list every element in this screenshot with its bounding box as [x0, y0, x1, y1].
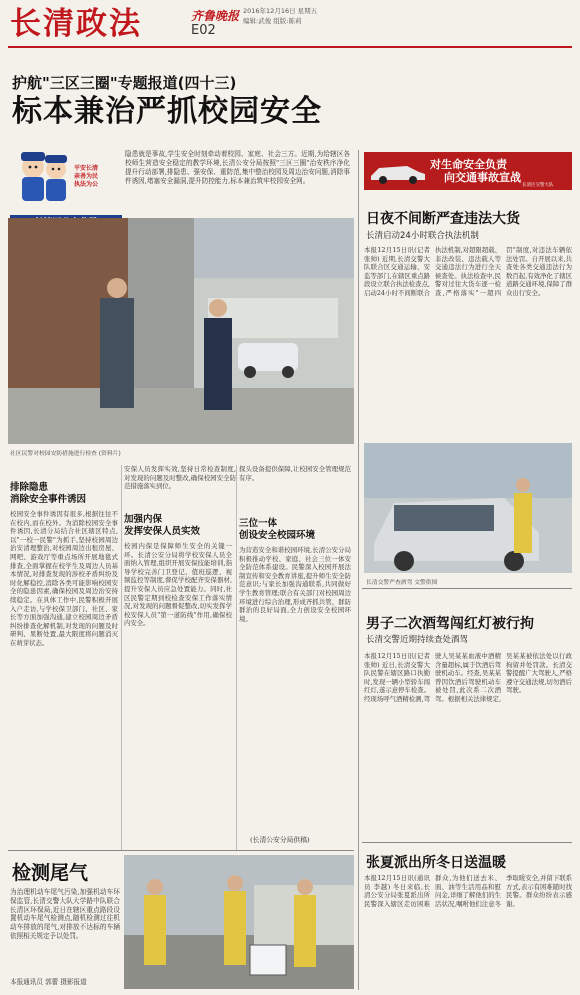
feature-kicker: 护航"三区三圈"专题报道(四十三) — [12, 74, 237, 92]
school-security-photo — [8, 218, 354, 444]
right-article-2-text: 本报12月15日讯(记者 张帅) 近日,长清交警大队民警在辖区路口执勤时,发现一辆小型轿车闯红灯,遂示意停车检查。经现场呼气酒精检测,驾驶人吴某某血液中酒精含量超标,属于饮酒后驾驶机动车。经查,吴某某曾因饮酒后驾驶机动车被处罚,此次系二次酒驾。根据相关法律规定,吴某某被依法处以行政拘留并处罚款。长清交警提醒广大驾驶人,严格遵守交通法规,切勿酒后驾驶。 — [364, 652, 572, 703]
page-number: E02 — [191, 23, 216, 38]
right-article-1-headline: 日夜不间断严查违法大货 — [366, 211, 520, 227]
date-line: 2016年12月16日 星期五 — [243, 7, 318, 15]
right-photo-caption: 长清交警严查酒驾 交警供图 — [366, 580, 438, 586]
section-1-continued: 安保人员发挥实效,坚持日常检查制度,对发现的问题及时整改,确保校园安全防范措施落实到位。 — [124, 465, 236, 491]
bottom-left-caption: 为治理机动车尾气污染,加强机动车环保监管,长清交警大队大学路中队联合长清区环保局,近日在辖区重点路段设置机动车尾气检测点,随机检测过往机动车排放的尾气,对排放不达标的车辆依照相关规定予以处罚。 — [10, 888, 120, 940]
right-article-3-headline: 张夏派出所冬日送温暖 — [366, 855, 506, 871]
badge-line-1: 平安长清 — [74, 165, 99, 172]
badge-line-2: 亲善为民 — [74, 173, 99, 180]
car-icon — [367, 160, 427, 188]
traffic-safety-ad — [364, 152, 572, 190]
section-2-title: 加强内保 发挥安保人员实效 — [124, 514, 201, 537]
header-rule — [8, 46, 572, 48]
bottom-left-headline: 检测尾气 — [12, 862, 89, 884]
section-2-continued: 探头设备提供保障,让校园安全管理规范有序。 — [239, 465, 351, 482]
ad-org: 长清区交警大队 — [522, 183, 554, 188]
main-photo-caption: 社区民警对校园安防措施进行检查 (资料片) — [10, 451, 121, 457]
section-1-text: 校园安全事件诱因有很多,根据往往不在校内,而在校外。为消除校园安全事件诱因,长清分局结合社区辖区特点,以"一校一民警"为抓手,坚持校园周边治安清理整治,对校园周边出租房屋、网吧、游戏厅等重点场所开展地毯式排查,全面掌握在校学生及周边人员基本情况,对排查发现的涉校矛盾纠纷及时化解稳控,消除各类可能影响校园安全的隐患因素,确保校园及周边治安持续稳定。在具体工作中,民警积极开展入户走访,与学校保卫部门、社区、家长等方面加强沟通,建立校园周边矛盾纠纷排查化解机制,对发现的问题及时研判、果断处置,最大限度将问题消灭在萌芽状态。 — [10, 510, 118, 647]
police-mascot-icon — [16, 149, 72, 203]
editors-line: 编辑:武俊 组版:陈莉 — [243, 17, 302, 25]
section-title: 长清政法 — [10, 6, 142, 42]
section-2-text: 校园内保是保障师生安全的关键一环。长清公安分局将学校安保人员全面纳入管理,组织开展安保技能培训,指导学校完善门卫登记、值班巡逻、视频监控等制度,督促学校配齐安保器材,提升安保人员应急处置能力。同时,社区民警定期到校检查安保工作落实情况,对发现的问题督促整改,切实发挥学校安保人员"第一道防线"作用,确保校内安全。 — [124, 542, 232, 628]
drunk-driving-check-photo — [364, 443, 572, 573]
badge-line-3: 执法为公 — [74, 181, 99, 188]
right-article-2-headline: 男子二次酒驾闯红灯被行拘 — [366, 616, 534, 632]
section-1-title: 排除隐患 消除安全事件诱因 — [10, 482, 87, 505]
feature-credit: (长清公安分局供稿) — [250, 836, 310, 844]
right-article-3-text: 本报12月15日讯(通讯员 李越) 冬日来临,长清公安分局张夏派出所民警深入辖区走访困难群众,为他们送去米、面、油等生活用品和慰问金,详细了解他们的生活状况,嘱咐他们注意冬季取暖安全,并留下联系方式,表示有困难随时找民警。群众纷纷表示感谢。 — [364, 874, 572, 908]
ad-line-1: 对生命安全负责 — [430, 158, 507, 171]
right-article-1-subhead: 长清启动24小时联合执法机制 — [366, 231, 479, 241]
paper-logo: 齐鲁晚报 — [191, 9, 240, 23]
feature-headline: 标本兼治严抓校园安全 — [12, 94, 322, 129]
section-3-text: 为营造安全和谐校园环境,长清公安分局积极推动学校、家庭、社会三位一体安全防范体系建设。民警深入校园开展法制宣传和安全教育讲座,提升师生安全防范意识;与家长加强沟通联系,共同做好学生教育管理;联合有关部门对校园周边环境进行综合治理,形成齐抓共管、群防群治的良好局面,全力创设安全校园环境。 — [239, 546, 351, 623]
feature-intro: 隐患就是事故,学生安全时刻牵动着校园、家庭、社会三方。近期,为给辖区各校师生营造安全稳定的教学环境,长清公安分局按照"三区三圈"治安秩序净化提升行动部署,排隐患、强安保、重防范,集中整治校园及周边治安问题,消除事件诱因,堵塞安全漏洞,提升防控能力,标本兼治筑牢校园安全网。 — [125, 150, 350, 185]
section-3-title: 三位一体 创设安全校园环境 — [239, 518, 316, 541]
right-article-1-text: 本报12月15日讯(记者 张帅) 近期,长清交警大队联合区交通运输、安监等部门,在辖区重点路段设立联合执法检查点,启动24小时不间断联合执法机制,对超限超载、非法改装、违法载人等交通违法行为进行全天候查处。执法检查中,民警对过往大货车逐一检查,严格落实"一超四罚"制度,对违法车辆依法处罚。自开展以来,共查处各类交通违法行为数百起,有效净化了辖区道路交通环境,保障了群众出行安全。 — [364, 246, 572, 297]
ad-line-2: 向交通事故宣战 — [444, 171, 521, 184]
emission-test-photo — [124, 855, 354, 989]
right-article-2-subhead: 长清交警近期持续查处酒驾 — [366, 635, 469, 645]
bottom-left-credit: 本报通讯员 郭蕾 摄影报道 — [10, 978, 87, 986]
